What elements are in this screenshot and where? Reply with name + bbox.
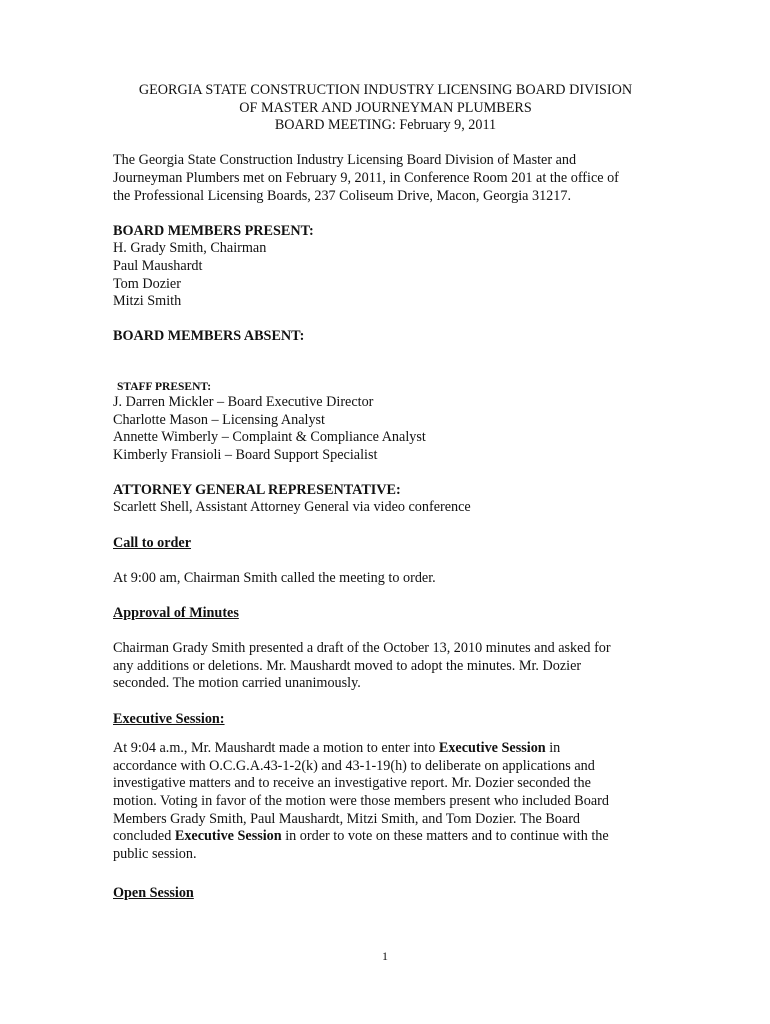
intro-line-2: Journeyman Plumbers met on February 9, 2011, in Conference Room 201 at the office of	[113, 169, 619, 186]
member-name: Tom Dozier	[113, 275, 181, 292]
executive-session-heading: Executive Session:	[113, 710, 225, 727]
intro-line-1: The Georgia State Construction Industry Licensing Board Division of Master and	[113, 152, 577, 169]
attorney-name: Scarlett Shell, Assistant Attorney General via video conference	[113, 499, 471, 516]
staff-section	[113, 380, 658, 464]
minutes-line-1: Chairman Grady Smith presented a draft of the October 13, 2010 minutes and asked for	[113, 640, 611, 657]
staff-heading: STAFF PRESENT:	[117, 380, 212, 393]
staff-name: Charlotte Mason – Licensing Analyst	[113, 411, 325, 428]
executive-session-paragraph	[113, 740, 658, 863]
executive-line-1: At 9:04 a.m., Mr. Maushardt made a motion to enter into Executive Session in	[113, 740, 561, 757]
member-name: Mitzi Smith	[113, 293, 182, 310]
call-to-order-text: At 9:00 am, Chairman Smith called the meeting to order.	[113, 569, 436, 586]
executive-line-7: public session.	[113, 845, 197, 862]
member-name: Paul Maushardt	[113, 257, 203, 274]
attorney-section	[113, 482, 658, 517]
title-line-2: OF MASTER AND JOURNEYMAN PLUMBERS	[239, 99, 532, 116]
members-present-section	[113, 223, 658, 311]
minutes-line-2: any additions or deletions. Mr. Maushardt moved to adopt the minutes. Mr. Dozier	[113, 657, 582, 674]
members-present-heading: BOARD MEMBERS PRESENT:	[113, 222, 314, 239]
call-to-order-heading: Call to order	[113, 534, 192, 551]
member-name: H. Grady Smith, Chairman	[113, 240, 267, 257]
staff-name: J. Darren Mickler – Board Executive Director	[113, 393, 374, 410]
executive-line-4: motion. Voting in favor of the motion were those members present who included Board	[113, 792, 609, 809]
staff-name: Kimberly Fransioli – Board Support Specialist	[113, 446, 378, 463]
page-number: 1	[382, 949, 388, 963]
minutes-heading: Approval of Minutes	[113, 605, 239, 622]
executive-line-5: Members Grady Smith, Paul Maushardt, Mitzi Smith, and Tom Dozier. The Board	[113, 810, 581, 827]
attorney-heading: ATTORNEY GENERAL REPRESENTATIVE:	[113, 481, 401, 498]
open-session-heading: Open Session	[113, 885, 194, 902]
minutes-line-3: seconded. The motion carried unanimously.	[113, 675, 361, 692]
executive-line-6: concluded Executive Session in order to vote on these matters and to continue with the	[113, 828, 609, 845]
staff-name: Annette Wimberly – Complaint & Compliance Analyst	[113, 429, 426, 446]
title-line-3: BOARD MEETING: February 9, 2011	[274, 117, 497, 134]
executive-line-2: accordance with O.C.G.A.43-1-2(k) and 43-1-19(h) to deliberate on applications and	[113, 757, 595, 774]
members-absent-heading: BOARD MEMBERS ABSENT:	[113, 328, 305, 345]
executive-line-3: investigative matters and to receive an investigative report. Mr. Dozier seconded the	[113, 775, 591, 792]
intro-line-3: the Professional Licensing Boards, 237 Coliseum Drive, Macon, Georgia 31217.	[113, 187, 571, 204]
document-page	[113, 82, 658, 903]
title-line-1: GEORGIA STATE CONSTRUCTION INDUSTRY LICENSING BOARD DIVISION	[138, 82, 633, 98]
document-title	[113, 82, 658, 135]
intro-paragraph	[113, 152, 658, 205]
minutes-paragraph	[113, 640, 658, 693]
